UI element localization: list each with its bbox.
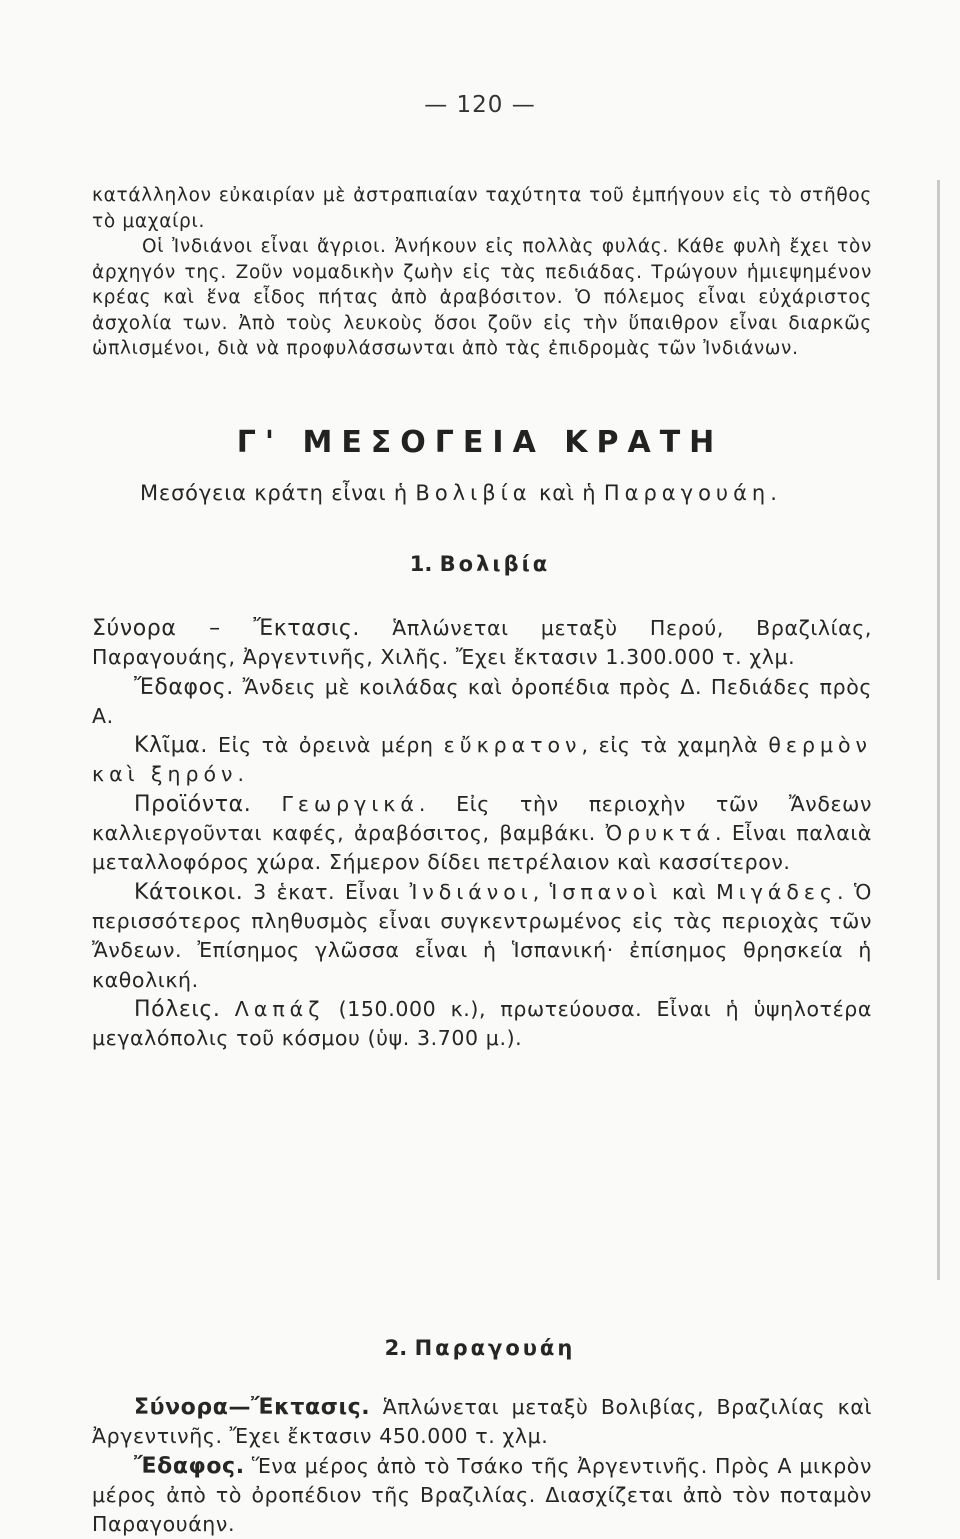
entry-spaced: Ἱσπανοὶ xyxy=(549,879,663,904)
entry-text: . Εἰς τὴν περιοχὴν τῶν Ἄνδεων καλλιεργοῦνται καφές, ἀραβόσιτος, βαμβάκι. xyxy=(92,791,872,846)
entry-label: Σύνορα—Ἔκτασις. xyxy=(134,1395,371,1420)
intro-paragraph-2: Οἱ Ἰνδιάνοι εἶναι ἄγριοι. Ἀνήκουν εἰς πολλὰς φυλάς. Κάθε φυλὴ ἔχει τὸν ἀρχηγόν της. Ζοῦν νομαδικὴν ζωὴν εἰς τὰς πεδιάδας. Τρώγουν ἡμιεψημένον κρέας καὶ ἕνα εἶδος πήτας ἀπὸ ἀραβόσιτον. Ὁ πόλεμος εἶναι εὐχάριστος ἀσχολία των. Ἀπὸ τοὺς λευκοὺς ὅσοι ζοῦν εἰς τὴν ὕπαιθρον εἶναι διαρκῶς ὡπλισμένοι, διὰ νὰ προφυλάσσωνται ἀπὸ τὰς ἐπιδρομὰς τῶν Ἰνδιάνων. xyxy=(92,236,872,359)
entry-spaced: εὔκρατον xyxy=(443,733,582,758)
subheading-title: Βολιβία xyxy=(439,552,551,576)
section-intro xyxy=(140,481,920,505)
bolivia-inhabitants xyxy=(92,878,872,995)
entry-text: . xyxy=(237,762,245,787)
section-intro-name1: Βολιβία xyxy=(415,481,532,505)
entry-label: Ἔδαφος. xyxy=(134,674,234,700)
bolivia-products xyxy=(92,790,872,878)
intro-text xyxy=(92,183,872,362)
section-intro-text: Μεσόγεια κράτη εἶναι ἡ xyxy=(140,481,408,505)
section-intro-name2: Παραγουάη xyxy=(603,481,771,505)
entry-text: . Ὁ περισσότερος πληθυσμὸς εἶναι συγκεντρωμένος εἰς τὰς περιοχὰς τῶν Ἄνδεων. Ἐπίσημος γλῶσσα εἶναι ἡ Ἱσπανική· ἐπίσημος θρησκεία ἡ καθολική. xyxy=(92,879,872,992)
entry-label: Πόλεις. xyxy=(134,996,221,1022)
entry-spaced: Μιγάδες xyxy=(716,879,838,904)
section-heading: Γ' ΜΕΣΟΓΕΙΑ ΚΡΑΤΗ xyxy=(236,425,724,460)
entry-label: Σύνορα – Ἔκτασις. xyxy=(92,616,361,641)
bolivia-climate xyxy=(92,731,872,790)
entry-spaced: θερμὸν καὶ ξηρόν xyxy=(92,733,872,787)
intro-paragraph-1: κατάλληλον εὐκαιρίαν μὲ ἀστραπιαίαν ταχύτητα τοῦ ἐμπήγουν εἰς τὸ στῆθος τὸ μαχαίρι. xyxy=(92,185,872,232)
subheading-number: 1. xyxy=(409,552,433,576)
entry-text: . Εἶναι παλαιὰ μεταλλοφόρος χώρα. Σήμερον δίδει πετρέλαιον καὶ κασσίτερον. xyxy=(92,821,872,875)
subheading-paraguay xyxy=(0,1336,960,1360)
section-intro-joiner: καὶ ἡ xyxy=(539,481,597,505)
paraguay-borders xyxy=(92,1393,872,1452)
entry-text: , εἰς τὰ χαμηλὰ xyxy=(581,733,759,758)
entry-comma: , xyxy=(532,879,540,904)
entry-text: Ἕνα μέρος ἀπὸ τὸ Τσάκο τῆς Ἀργεντινῆς. Πρὸς Α μικρὸν μέρος ἀπὸ τὸ ὀροπέδιον τῆς Βραζιλίας. Διασχίζεται ἀπὸ τὸν ποταμὸν Παραγουάην. xyxy=(92,1453,872,1537)
entry-label: Κλῖμα. xyxy=(134,733,208,759)
entry-label: Ἔδαφος. xyxy=(134,1453,245,1479)
bolivia-borders xyxy=(92,614,872,673)
entry-text: Ἄνδεις μὲ κοιλάδας καὶ ὀροπέδια πρὸς Δ. Πεδιάδες πρὸς Α. xyxy=(92,674,872,728)
subheading-bolivia xyxy=(0,552,960,576)
page-number: — 120 — xyxy=(424,92,536,118)
entry-spaced: Λαπάζ xyxy=(234,996,325,1021)
entry-text: (150.000 κ.), πρωτεύουσα. Εἶναι ἡ ὑψηλοτέρα μεγαλόπολις τοῦ κόσμου (ὑψ. 3.700 μ.). xyxy=(92,996,872,1051)
entry-spaced: Ἰνδιάνοι xyxy=(409,879,533,904)
entry-joiner: καὶ xyxy=(671,879,707,904)
bolivia-terrain xyxy=(92,673,872,732)
section-intro-end: . xyxy=(770,481,778,505)
entry-text: 3 ἑκατ. Εἶναι xyxy=(253,879,400,904)
entry-spaced: Ὀρυκτά xyxy=(605,821,715,846)
entry-text: Εἰς τὰ ὀρεινὰ μέρη xyxy=(218,733,434,758)
entry-text: Ἁπλώνεται μεταξὺ Βολιβίας, Βραζιλίας καὶ Ἀργεντινῆς. Ἔχει ἔκτασιν 450.000 τ. χλμ. xyxy=(92,1395,872,1449)
paraguay-terrain xyxy=(92,1452,872,1539)
bolivia-section xyxy=(92,614,872,1053)
entry-spaced: Γεωργικά xyxy=(281,791,419,816)
entry-label: Κάτοικοι. xyxy=(134,879,244,905)
page-edge-shadow xyxy=(937,180,940,1280)
paraguay-section xyxy=(92,1393,872,1539)
subheading-title: Παραγουάη xyxy=(414,1336,576,1360)
subheading-number: 2. xyxy=(384,1336,408,1360)
entry-text: Ἁπλώνεται μεταξὺ Περού, Βραζιλίας, Παραγουάης, Ἀργεντινῆς, Χιλῆς. Ἔχει ἔκτασιν 1.300.000 τ. χλμ. xyxy=(92,616,872,670)
bolivia-cities xyxy=(92,995,872,1054)
entry-label: Προϊόντα. xyxy=(134,791,252,817)
